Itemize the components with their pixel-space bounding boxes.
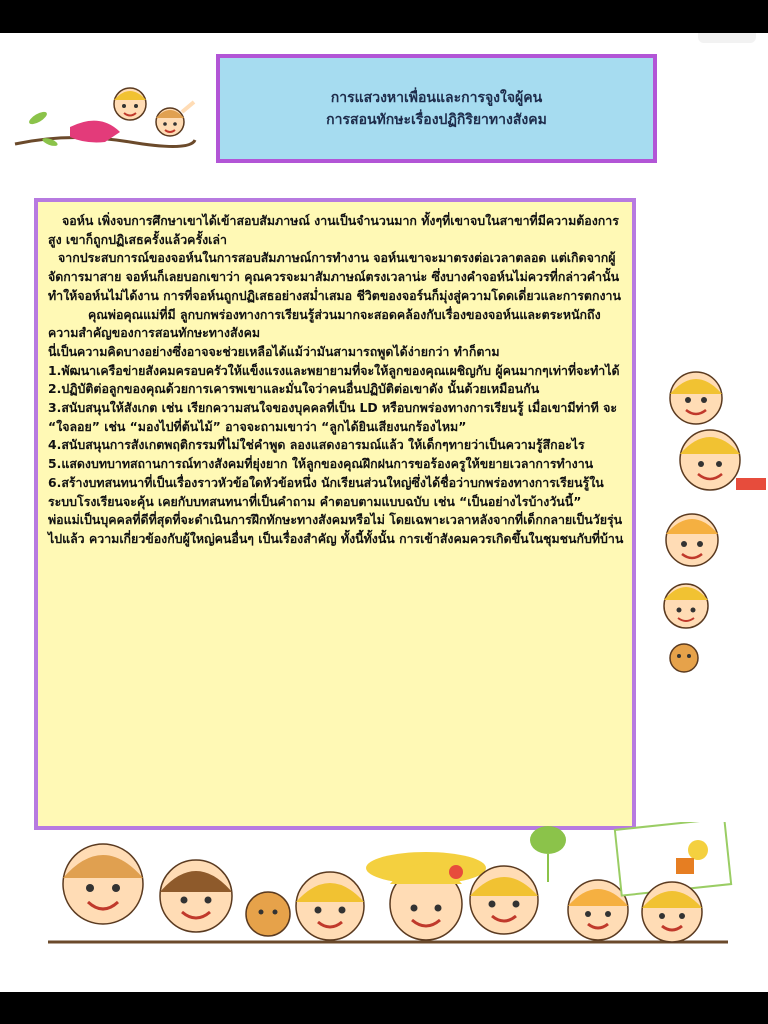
list-item-4: 4.สนับสนุนการสังเกตพฤติกรรมที่ไม่ใช่คำพูด ลองแสดงอารมณ์แล้ว ให้เด็กๆทายว่าเป็นความรู้สึกอะไร [48, 437, 585, 453]
paragraph-john-experience: จากประสบการณ์ของจอห์นในการสอบสัมภาษณ์การทำงาน จอห์นเขาจะมาตรงต่อเวลาตลอด แต่เกิดจากผู้จัดการมาสาย จอห์นก็เลยบอกเขาว่า คุณควรจะมาสัมภาษณ์ตรงเวลาน่ะ ซึ่งบางคำจอห์นไม่ควรที่กล่าวคำนั้น ทำให้จอห์นไม่ได้งาน การที่จอห์นถูกปฏิเสธอย่างสม่ำเสมอ ชีวิตของจอร์นก็มุ่งสู่ความโดดเดี่ยวและการตกงาน [48, 250, 621, 303]
paragraph-conclusion: พ่อแม่เป็นบุคคลที่ดีที่สุดที่จะดำเนินการฝึกทักษะทางสังคมหรือไม่ โดยเฉพาะเวลาหลังจากที่เด็กกลายเป็นวัยรุ่นไปแล้ว ความเกี่ยวข้องกับผู้ใหญ่คนอื่นๆ เป็นเรื่องสำคัญ ทั้งนี้ทั้งนั้น การเข้าสังคมควรเกิดขึ้นในชุมชนกับที่บ้าน [48, 512, 624, 546]
title-line-1: การแสวงหาเพื่อนและการจูงใจผู้คน [330, 89, 543, 106]
top-right-tab [698, 33, 756, 43]
title-box [216, 54, 657, 163]
kids-peeking-right-illustration [646, 360, 768, 680]
title-line-2: การสอนทักษะเรื่องปฏิกิริยาทางสังคม [326, 111, 547, 128]
top-status-bar [0, 0, 768, 33]
bottom-bar [0, 992, 768, 1024]
list-item-6: 6.สร้างบทสนทนาที่เป็นเรื่องราวหัวข้อใดหัวข้อหนึ่ง นักเรียนส่วนใหญ่ซึ่งได้ชื่อว่าบกพร่องทางการเรียนรู้ในระบบโรงเรียนจะคุ้น เคยกับบทสนทนาที่เป็นคำถาม คำตอบตามแบบฉบับ เช่น “เป็นอย่างไรบ้างวันนี้” [48, 474, 604, 509]
list-item-5: 5.แสดงบทบาทสถานการณ์ทางสังคมที่ยุ่งยาก ให้ลูกของคุณฝึกฝนการขอร้องครูให้ขยายเวลาการทำงาน [48, 456, 594, 472]
list-item-3: 3.สนับสนุนให้สังเกต เช่น เรียกความสนใจของบุคคลที่เป็น LD หรือบกพร่องทางการเรียนรู้ เมื่อเขามีท่าที จะ “ใจลอย” เช่น “มองไปที่ต้นไม้” อาจจะถามเขาว่า “ลูกได้ยินเสียงนกร้องไหม” [48, 400, 618, 434]
paragraph-ideas-intro: นี่เป็นความคิดบางอย่างซึ่งอาจจะช่วยเหลือได้แม้ว่ามันสามารถพูดได้ง่ายกว่า ทำก็ตาม [48, 343, 500, 359]
paragraph-parents: คุณพ่อคุณแม่ที่มี ลูกบกพร่องทางการเรียนรู้ส่วนมากจะสอดคล้องกับเรื่องของจอห์นและตระหนักถึง ความสำคัญของการสอนทักษะทางสังคม [48, 306, 601, 341]
article-content-box [34, 198, 636, 830]
kids-row-illustration [8, 822, 760, 992]
list-item-1-2: 1.พัฒนาเครือข่ายสังคมครอบครัวให้แข็งแรงและพยายามที่จะให้ลูกของคุณเผชิญกับ ผู้คนมากๆเท่าที่จะทำได้ 2.ปฏิบัติต่อลูกของคุณด้วยการเคารพเขาและมั่นใจว่าคนอื่นปฏิบัติต่อเขาดัง นั้นด้วยเหมือนกัน [48, 362, 620, 397]
kids-on-branch-illustration [10, 82, 200, 162]
paragraph-john-intro: จอห์น เพิ่งจบการศึกษาเขาได้เข้าสอบสัมภาษณ์ งานเป็นจำนวนมาก ทั้งๆที่เขาจบในสาขาที่มีความต้องการสูง เขาก็ถูกปฏิเสธครั้งแล้วครั้งเล่า [48, 213, 619, 247]
